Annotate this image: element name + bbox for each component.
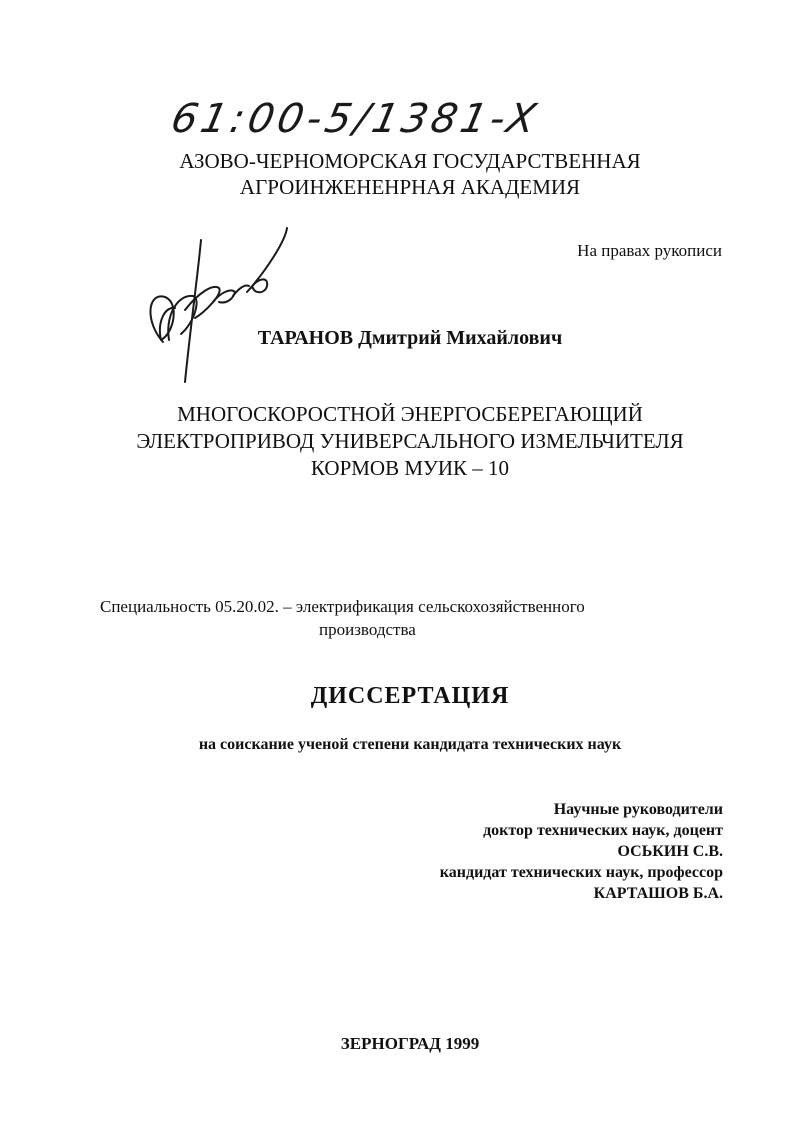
rights-note: На правах рукописи — [577, 241, 722, 260]
supervisor-2-name: КАРТАШОВ Б.А. — [593, 885, 723, 902]
supervisor-1-title: доктор технических наук, доцент — [483, 822, 723, 839]
signature-image — [135, 222, 295, 392]
supervisors-heading: Научные руководители — [553, 801, 723, 818]
title-line-1: МНОГОСКОРОСТНОЙ ЭНЕРГОСБЕРЕГАЮЩИЙ — [177, 402, 643, 426]
supervisor-1-name: ОСЬКИН С.В. — [617, 843, 723, 860]
institution-line-1: АЗОВО-ЧЕРНОМОРСКАЯ ГОСУДАРСТВЕННАЯ — [179, 149, 641, 173]
institution-line-2: АГРОИНЖЕНЕНРНАЯ АКАДЕМИЯ — [239, 175, 581, 199]
city-year: ЗЕРНОГРАД 1999 — [340, 1034, 480, 1053]
archive-code: 61:00-5/1381-X — [167, 96, 544, 142]
title-line-2: ЭЛЕКТРОПРИВОД УНИВЕРСАЛЬНОГО ИЗМЕЛЬЧИТЕЛЯ — [136, 429, 684, 453]
specialty-line-2: производства — [319, 620, 416, 639]
document-type: ДИССЕРТАЦИЯ — [310, 683, 510, 709]
author-name: ТАРАНОВ Дмитрий Михайлович — [257, 327, 563, 349]
degree-line: на соискание ученой степени кандидата технических наук — [198, 736, 622, 753]
specialty-line-1: Специальность 05.20.02. – электрификация сельскохозяйственного — [100, 597, 585, 616]
supervisor-2-title: кандидат технических наук, профессор — [439, 864, 723, 881]
title-line-3: КОРМОВ МУИК – 10 — [310, 456, 510, 480]
